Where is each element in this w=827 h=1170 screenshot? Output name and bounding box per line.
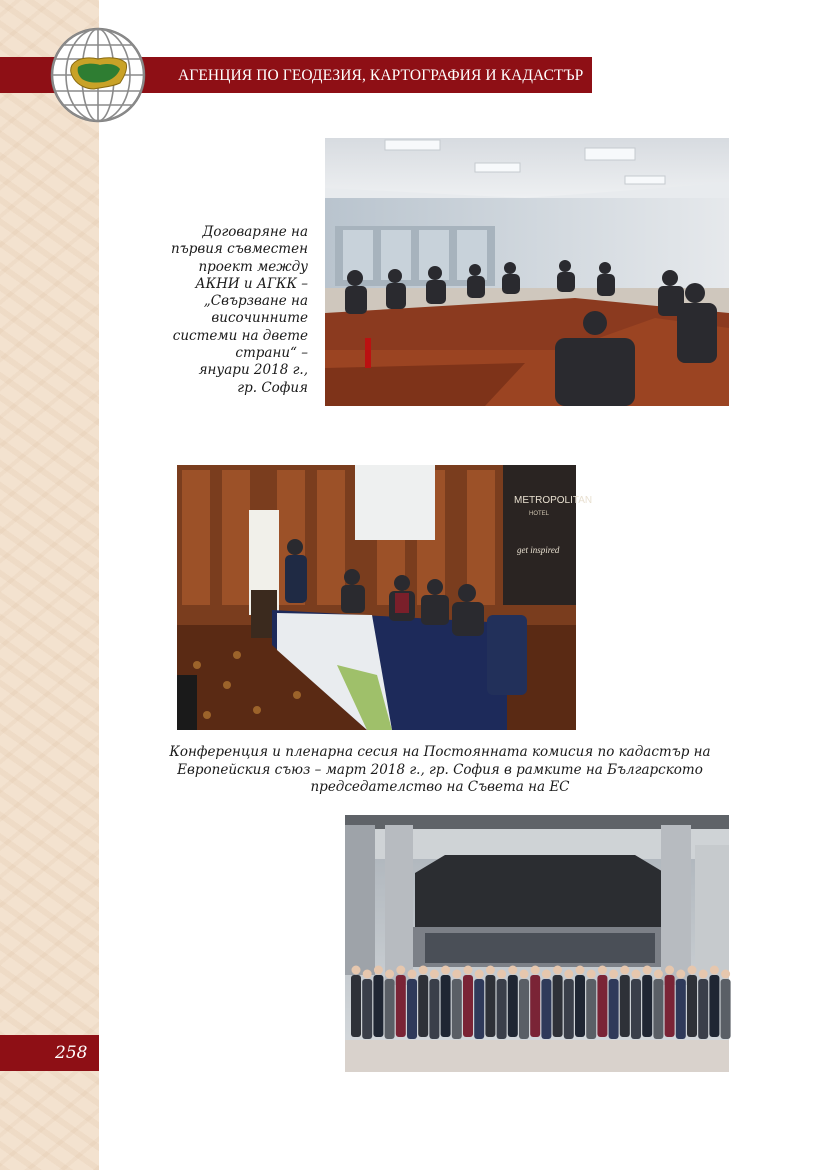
meeting-photo [325,138,729,406]
hotel-slogan-text: get inspired [517,545,560,555]
conference-photo [177,465,593,730]
caption-line: председателство на Съвета на ЕС [310,779,570,795]
globe-map-logo-icon [50,27,146,123]
caption-line: „Свързване на [203,293,308,310]
caption-line: Конференция и пленарна сесия на Постоянната комисия по кадастър на [169,744,711,760]
caption-line: страни“ – [235,345,308,362]
caption-line: Европейския съюз – март 2018 г., гр. София в рамките на Българското [177,761,703,778]
caption-line: височинните [211,310,308,327]
photo-caption-2 [130,744,750,797]
page-number: 258 [55,1043,88,1063]
page-header-title: АГЕНЦИЯ ПО ГЕОДЕЗИЯ, КАРТОГРАФИЯ И КАДАСТЪР [178,67,584,84]
caption-line: Договаряне на [202,224,308,240]
caption-line: гр. София [237,379,308,396]
caption-line: първия съвместен [171,241,308,258]
caption-line: проект между [198,258,308,275]
photo-caption-1 [150,224,308,397]
caption-line: АКНИ и АГКК – [195,275,308,292]
caption-line: системи на двете [172,327,308,344]
hotel-sign-text: METROPOLITAN [514,495,593,506]
hotel-sign-subtext: HOTEL [529,511,550,517]
caption-line: януари 2018 г., [198,362,308,379]
group-photo [345,815,729,1072]
decorative-side-strip [0,0,99,1170]
